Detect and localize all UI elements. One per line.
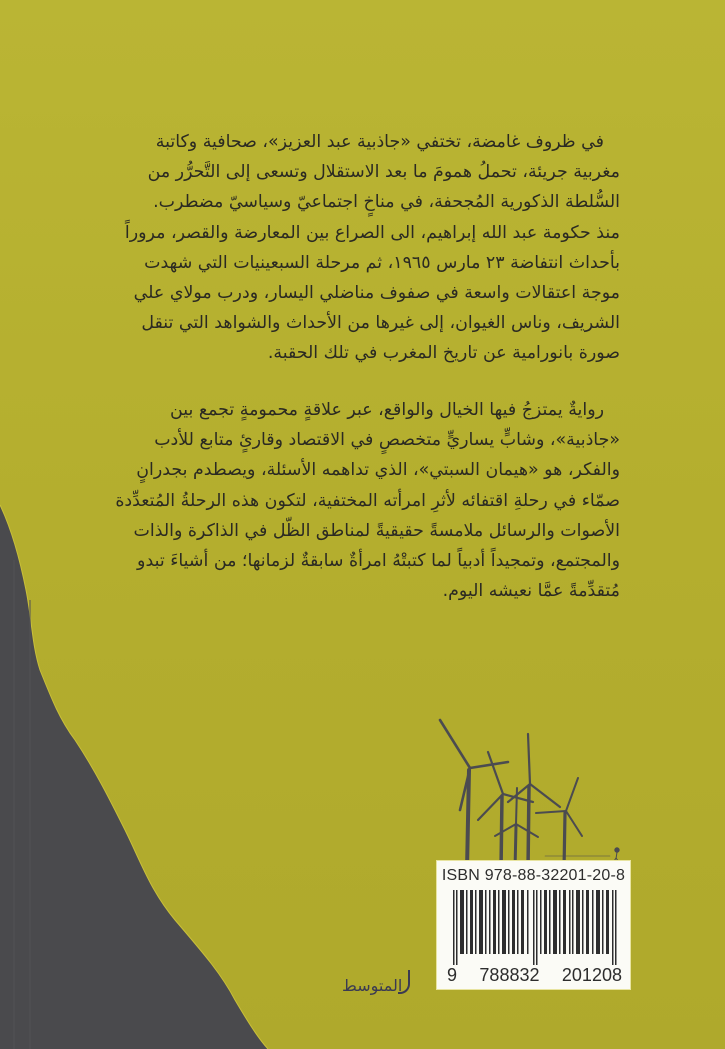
- blurb-line: روايةٌ يمتزجُ فيها الخيال والواقع، عبر علاقةٍ محمومةٍ تجمع بين: [170, 400, 604, 420]
- blurb-line: مُتقدِّمةً عمَّا نعيشه اليوم.: [442, 581, 620, 602]
- blurb-line: صمّاء في رحلةِ اقتفائه لأثرِ امرأته المختفية، لتكون هذه الرحلةُ المُتعدِّدة: [115, 490, 620, 511]
- barcode-digits-left: 788832: [479, 965, 540, 985]
- barcode-digits: [445, 965, 624, 986]
- blurb-line: موجة اعتقالات واسعة في صفوف مناضلي اليسار، ودرب مولاي علي: [133, 283, 620, 304]
- isbn-barcode: [437, 861, 630, 989]
- blurb-line: مغربية جريئة، تحملُ همومَ ما بعد الاستقلال وتسعى إلى التَّحرُّر من: [147, 162, 620, 183]
- blurb-line: «جاذبية»، وشابٍّ يساريٍّ متخصصٍ في الاقتصاد وقارئٍ متابع للأدب: [154, 430, 620, 451]
- blurb-paragraph-1: [108, 127, 620, 369]
- blurb-line: والمجتمع، وتمجيداً أدبياً لما كتبتْهُ امرأةٌ سابقةٌ لزمانها؛ من أشياءَ تبدو: [137, 551, 620, 572]
- blurb-line: صورة بانورامية عن تاريخ المغرب في تلك الحقبة.: [267, 343, 620, 364]
- blurb-line: منذ حكومة عبد الله إبراهيم، الى الصراع بين المعارضة والقصر، مروراً: [124, 222, 620, 243]
- publisher-name: المتوسط: [342, 976, 403, 995]
- barcode-bars: [451, 890, 623, 970]
- blurb-line: في ظروف غامضة، تختفي «جاذبية عبد العزيز»، صحافية وكاتبة: [155, 132, 604, 152]
- blurb-line: والفكر، هو «هيمان السبتي»، الذي تداهمه الأسئلة، ويصطدم بجدرانٍ: [136, 460, 620, 481]
- wind-turbines-illustration: [430, 710, 630, 870]
- barcode-digits-right: 201208: [561, 965, 622, 985]
- blurb-paragraph-2: [108, 395, 620, 606]
- barcode-digit-first: 9: [447, 965, 458, 985]
- blurb-line: الشريف، وناس الغيوان، إلى غيرها من الأحداث والشواهد التي تنقل: [141, 313, 620, 334]
- publisher-logo: [342, 976, 402, 995]
- blurb-line: الأصوات والرسائل ملامسةً حقيقيةً لمناطق الظّل في الذاكرة والذات: [133, 520, 620, 541]
- blurb-line: بأحداث انتفاضة ٢٣ مارس ١٩٦٥، ثم مرحلة السبعينيات التي شهدت: [144, 252, 620, 273]
- blurb-line: السُّلطة الذكورية المُجحفة، في مناخٍ اجتماعيّ وسياسيّ مضطرب.: [153, 192, 620, 213]
- isbn-label: ISBN 978-88-32201-20-8: [441, 867, 626, 884]
